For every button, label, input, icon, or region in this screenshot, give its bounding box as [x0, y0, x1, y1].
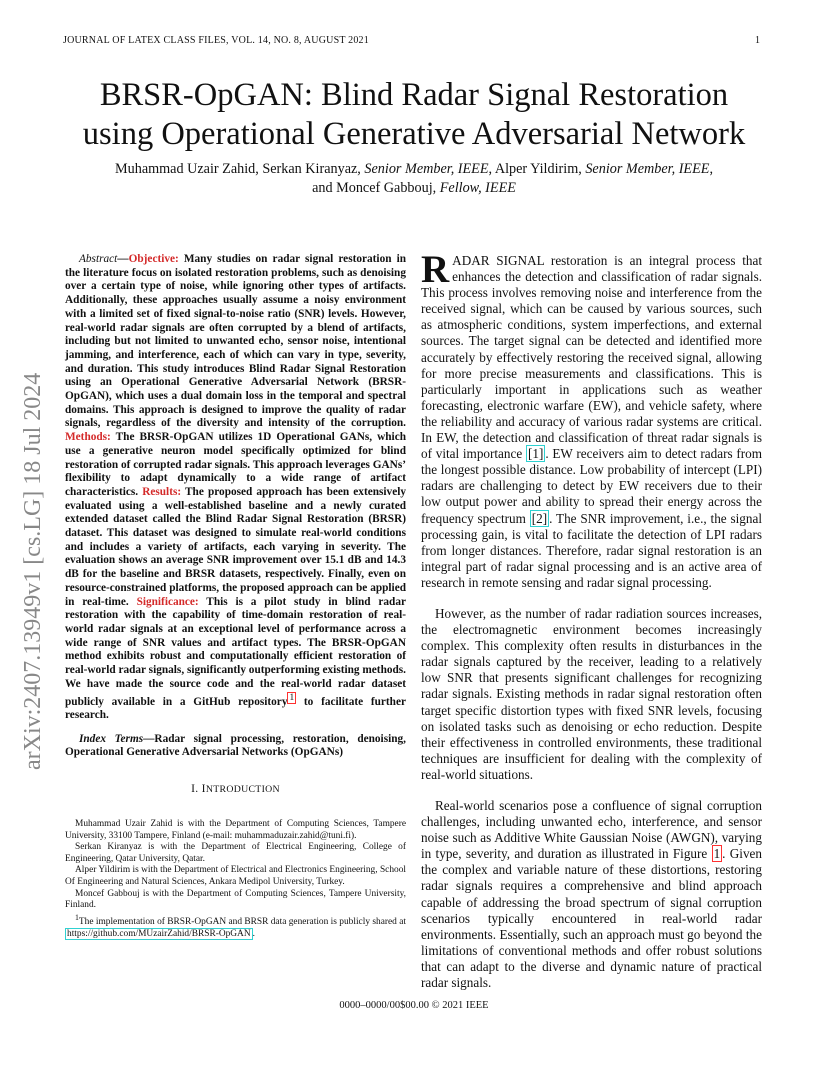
title-line-1: BRSR-OpGAN: Blind Radar Signal Restoration [99, 77, 729, 113]
page-number: 1 [755, 35, 760, 46]
index-terms-text: Radar signal processing, restoration, denoising, Operational Generative Adversarial Networks (OpGANs) [65, 732, 406, 759]
author-list [60, 160, 768, 198]
footnote-affiliation: Moncef Gabbouj is with the Department of Computing Sciences, Tampere University, Finland. [65, 888, 406, 911]
intro-text: ADAR SIGNAL restoration is an integral process that enhances the detection and classification of radar signals. This process involves removing noise and interference from the received signal, which can be caused by various sources, such as atmospheric conditions, system imperfections, and external sources. The target signal can be detected and identified more accurately by effectively restoring the received signal, allowing for more precise measurements and classifications. This is particularly important in applications such as weather forecasting, electronic warfare (EW), and vehicle safety, where the reliability and accuracy of various radar systems are critical. In EW, the detection and classification of threat radar signals is of vital importance [421, 253, 762, 462]
authors-text: and Moncef Gabbouj, [312, 180, 440, 196]
intro-text: . Given the complex and variable nature of these distortions, restoring radar signals requires a comprehensive and blind approach capable of addressing the broad spectrum of signal corruption scenarios typically encountered in real-world radar environments. Essentially, such an approach must go beyond the limitations of conventional methods and offer robust solutions that can adapt to the diverse and dynamic nature of practical radar signals. [421, 846, 763, 991]
intro-text: . The SNR improvement, i.e., the signal processing gain, is vital to facilitate the detection of LPI radars from longer distances. Therefore, radar signal restoration is an integral part of radar signal processing and is an active area of research in remote sensing and radar signal processing. [421, 510, 762, 590]
paper-title [40, 76, 788, 154]
citation-link[interactable]: [2] [531, 510, 548, 526]
significance-text: This is a pilot study in blind radar restoration with the capability of time-domain restoration of real-world radar signals at an exceptional level of performance across a wide range of SNR values and artifact types. The BRSR-OpGAN method exhibits robust and computationally efficient restoration of real-world radar signals, significantly outperforming existing methods. We have made the source code and the real-world radar dataset publicly available in a GitHub repository [65, 595, 406, 708]
results-text: The proposed approach has been extensively evaluated using a well-established baseline and a newly curated extended dataset called the Blind Radar Signal Restoration (BRSR) dataset. This dataset was designed to simulate real-world conditions and includes a variety of artifacts, each varying in severity. The evaluation shows an average SNR improvement over 15.1 dB and 14.3 dB for the baseline and BRSR datasets, respectively. Finally, even on resource-constrained platforms, the proposed approach can be applied in real-time. [65, 485, 406, 608]
left-column [65, 253, 406, 940]
methods-label: Methods: [65, 431, 111, 444]
intro-paragraph-3 [421, 798, 762, 991]
intro-text: Real-world scenarios pose a confluence of signal corruption challenges, including unwanted echo, interference, and sensor noise such as Additive White Gaussian Noise (AWGN), varying in type, severity, and duration as illustrated in Figure [421, 798, 762, 862]
journal-header: JOURNAL OF LATEX CLASS FILES, VOL. 14, NO. 8, AUGUST 2021 [63, 35, 369, 46]
footnote-affiliation: Alper Yildirim is with the Department of Electrical and Electronics Engineering, School Of Engineering and Natural Sciences, Ankara Medipol University, Turkey. [65, 865, 406, 888]
title-line-2: using Operational Generative Adversarial Network [82, 116, 746, 152]
section-title: NTRODUCTION [205, 784, 280, 796]
author-title: Senior Member, IEEE [364, 161, 489, 177]
index-terms-dash: — [143, 732, 155, 745]
index-terms-label: Index Terms [79, 732, 144, 745]
arxiv-stamp [12, 310, 52, 770]
footnote-code [65, 912, 406, 940]
author-title: Fellow, IEEE [439, 180, 516, 196]
significance-label: Significance: [136, 595, 199, 608]
abstract [65, 253, 406, 723]
github-link[interactable]: https://github.com/MUzairZahid/BRSR-OpGAN [67, 928, 251, 939]
footnote-text: The implementation of BRSR-OpGAN and BRSR data generation is publicly shared at [78, 916, 406, 927]
citation-link[interactable]: [1] [527, 446, 544, 462]
footnote-affiliation: Serkan Kiranyaz is with the Department of Electrical Engineering, College of Engineering, Qatar University, Qatar. [65, 842, 406, 864]
copyright-footer: 0000–0000/00$00.00 © 2021 IEEE [339, 1000, 489, 1011]
objective-label: Objective: [128, 253, 179, 265]
authors-line-1 [60, 160, 768, 179]
arxiv-identifier: arXiv:2407.13949v1 [cs.LG] 18 Jul 2024 [20, 372, 46, 770]
abstract-label: Abstract [79, 253, 118, 265]
results-label: Results: [142, 485, 182, 498]
section-heading-introduction [65, 782, 406, 795]
author-title: Senior Member, IEEE [585, 161, 710, 177]
section-numeral: I. [191, 782, 202, 796]
footnote-mark: 1 [75, 912, 79, 922]
drop-cap: R [421, 248, 450, 291]
methods-text: The BRSR-OpGAN utilizes 1D Operational GANs, which use a generative neuron model specifically optimized for blind restoration of corrupted radar signals. This approach leverages GANs’ flexibility to adapt dynamically to a wide range of artifact characteristics. [65, 431, 406, 498]
authors-text: Muhammad Uzair Zahid, Serkan Kiranyaz, [115, 161, 365, 177]
footnote-end: . [252, 928, 255, 939]
right-column [421, 248, 763, 991]
authors-text: , Alper Yildirim, [488, 161, 586, 177]
section-initial: I [201, 782, 206, 796]
intro-text: . EW receivers aim to detect radars from the longest possible distance. Low probability of intercept (LPI) radars are challenging to detect by EW receivers due to their low output power and ability to spread their energy across the frequency spectrum [421, 446, 762, 526]
footnote-link[interactable]: 1 [289, 692, 295, 703]
figure-reference-link[interactable]: 1 [713, 846, 721, 862]
intro-paragraph-1 [421, 248, 762, 591]
significance-end: to facilitate further research. [65, 695, 406, 721]
abstract-dash: — [117, 253, 129, 265]
footnote-affiliation: Muhammad Uzair Zahid is with the Department of Computing Sciences, Tampere University, 33100 Tampere, Finland (e-mail: muhammaduzair.zahid@tuni.fi). [65, 819, 406, 841]
authors-line-2 [60, 179, 768, 198]
authors-text: , [709, 161, 713, 177]
objective-text: Many studies on radar signal restoration in the literature focus on isolated restoration problems, such as denoising over a certain type of noise, while ignoring other types of artifacts. Additionally, these approaches usually assume a noisy environment with a limited set of fixed signal-to-noise ratio (SNR) levels. However, real-world radar signals are often corrupted by a blend of artifacts, including but not limited to unwanted echo, sensor noise, intentional jamming, and interference, each of which can vary in type, severity, and duration. This study introduces Blind Radar Signal Restoration using an Operational Generative Adversarial Network (BRSR-OpGAN), which uses a dual domain loss in the temporal and spectral domains. This approach is designed to improve the quality of radar signals, regardless of the diversity and intensity of the corruption. [65, 253, 406, 430]
intro-paragraph-2: However, as the number of radar radiation sources increases, the electromagnetic environment becomes increasingly complex. This complexity often results in disturbances in the radar signals captured by the receiver, leading to a relatively low SNR that presents significant challenges for recognizing radar signals. Existing methods in radar signal restoration often target specific distortion types with fixed SNR levels, focusing on isolated tasks such as denoising or echo reduction. Despite their effectiveness in controlled environments, these traditional techniques are insufficient for dealing with the complexity of real-world situations. [421, 605, 762, 782]
index-terms [65, 733, 406, 760]
